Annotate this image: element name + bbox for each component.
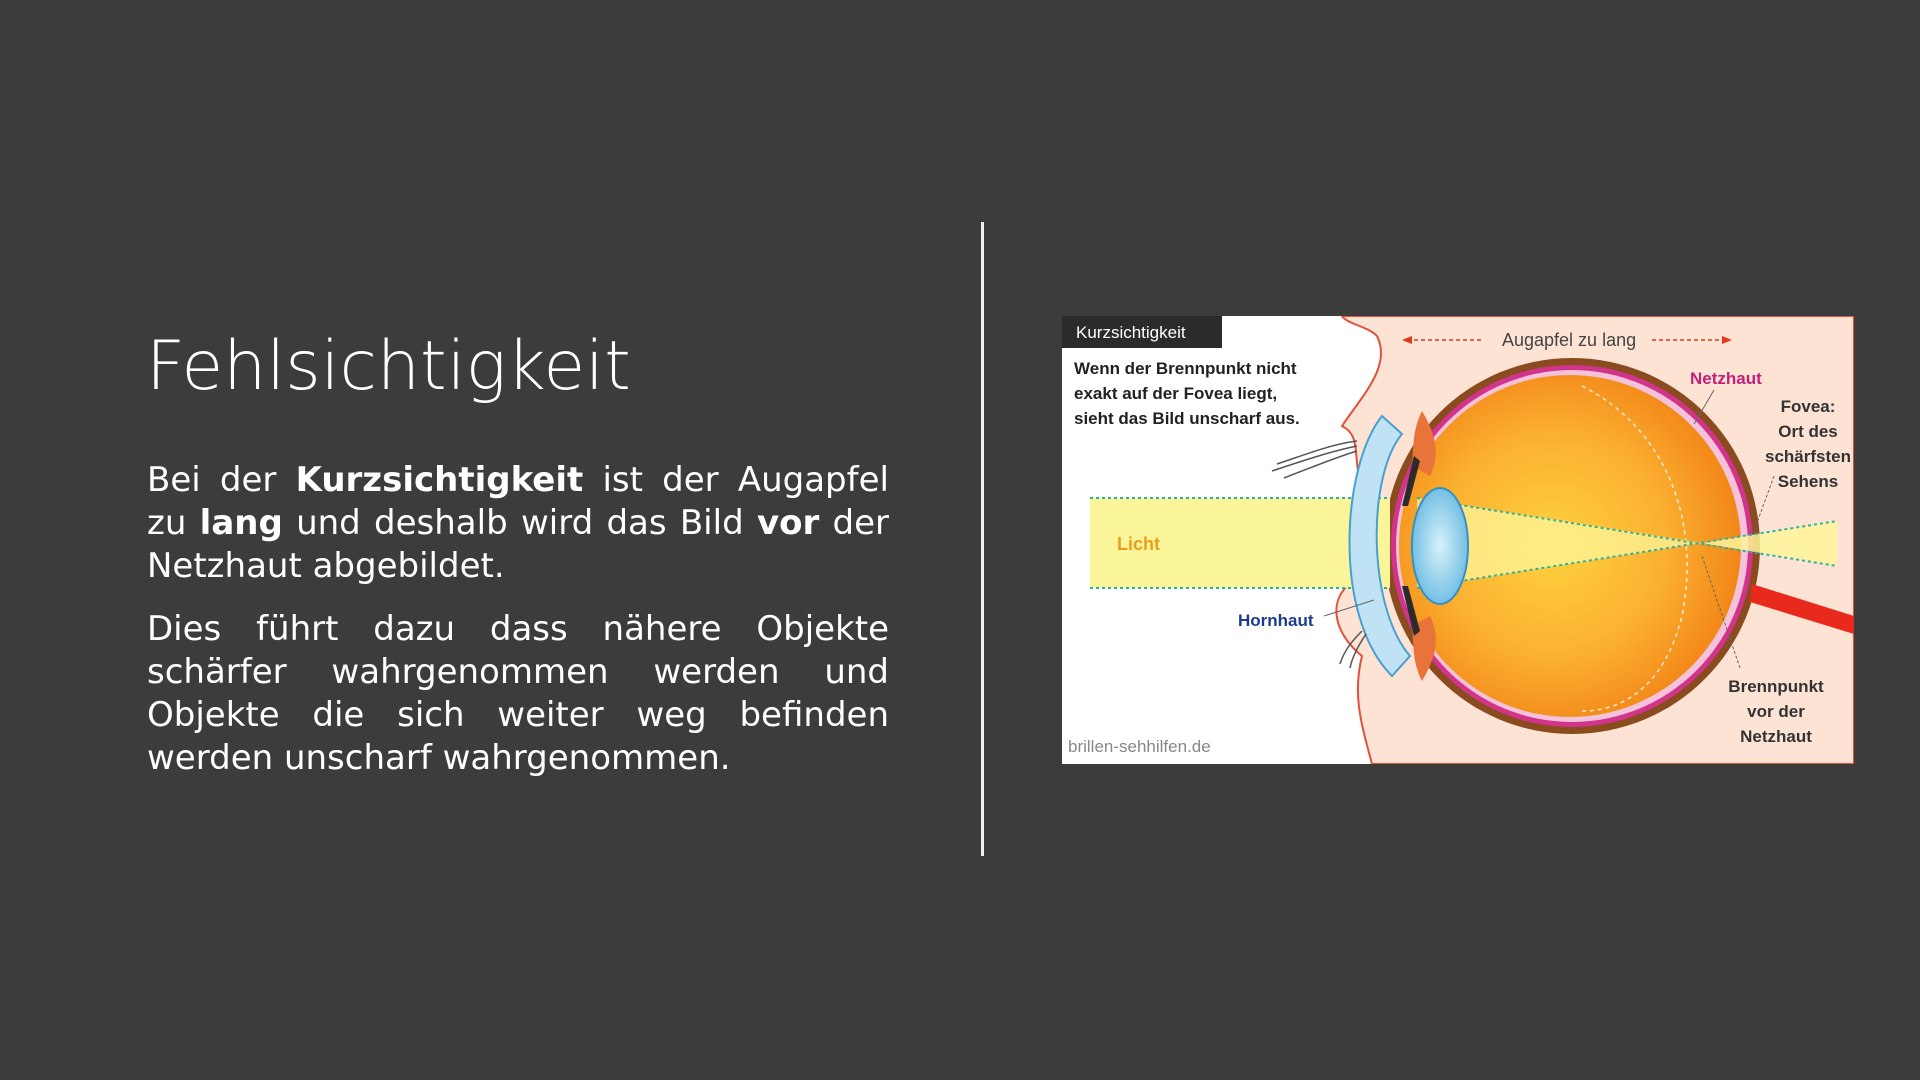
caption-line-2: exakt auf der Fovea liegt,: [1074, 384, 1278, 403]
myopia-eye-diagram: [1062, 316, 1854, 764]
fovea-label-line-1: Fovea:: [1780, 397, 1836, 416]
figure-header-label: Kurzsichtigkeit: [1076, 323, 1186, 342]
paragraph-consequence: Dies führt dazu dass nähere Objekte schärfer wahrgenommen werden und Objekte die sich weiter weg befinden werden unscharf wahrgenommen.: [147, 609, 889, 778]
caption-line-3: sieht das Bild unscharf aus.: [1074, 409, 1300, 428]
bold-term-vor: vor: [756, 503, 820, 543]
fovea-label-line-2: Ort des: [1778, 422, 1838, 441]
bold-term-kurzsichtigkeit: Kurzsichtigkeit: [295, 460, 584, 500]
paragraph-myopia-definition: [147, 459, 889, 588]
focal-point-label-line-1: Brennpunkt: [1728, 677, 1824, 696]
source-credit: brillen-sehhilfen.de: [1068, 737, 1211, 756]
light-label: Licht: [1117, 534, 1160, 554]
vertical-divider: [981, 222, 984, 856]
cornea-label: Hornhaut: [1238, 611, 1314, 630]
slide-body: [147, 459, 889, 800]
focal-point-label-line-2: vor der: [1747, 702, 1805, 721]
eyeball-length-label: Augapfel zu lang: [1502, 330, 1637, 350]
text-span: ist der Augapfel zu: [147, 460, 889, 543]
text-span: und deshalb wird das Bild: [282, 503, 757, 543]
text-span: Bei der: [147, 460, 296, 500]
text-span: der Netzhaut abgebildet.: [147, 503, 889, 586]
caption-line-1: Wenn der Brennpunkt nicht: [1074, 359, 1297, 378]
eye-lens: [1412, 488, 1468, 604]
fovea-label-line-3: schärfsten: [1765, 447, 1851, 466]
retina-label: Netzhaut: [1690, 369, 1762, 388]
slide-title: Fehlsichtigkeit: [146, 327, 631, 406]
focal-point-label-line-3: Netzhaut: [1740, 727, 1812, 746]
bold-term-lang: lang: [199, 503, 283, 543]
fovea-label-line-4: Sehens: [1777, 472, 1839, 491]
